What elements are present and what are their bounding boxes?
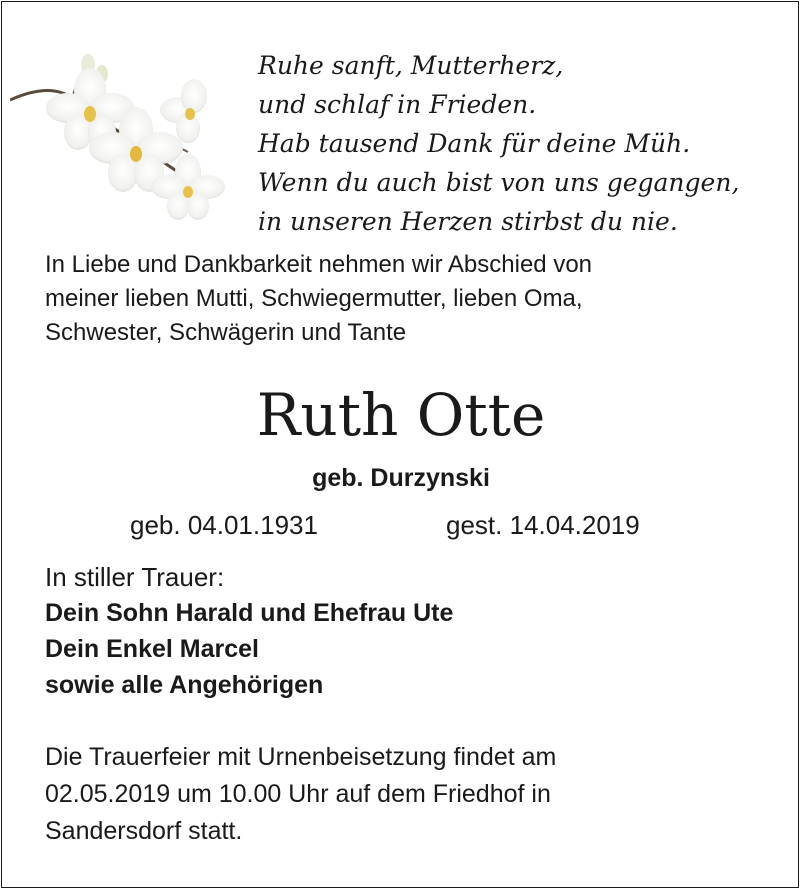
maiden-name: geb. Durzynski [312,464,490,492]
funeral-line: Sandersdorf statt. [45,817,243,845]
funeral-line: Die Trauerfeier mit Urnenbeisetzung findet am [45,743,557,771]
poem-line: Hab tausend Dank für deine Müh. [258,129,691,158]
farewell-intro [45,248,765,350]
intro-line: In Liebe und Dankbarkeit nehmen wir Abschied von [45,251,593,278]
poem-line: in unseren Herzen stirbst du nie. [258,207,678,236]
funeral-notice [45,739,785,850]
mourner-line: sowie alle Angehörigen [45,671,324,699]
mourner-line: Dein Sohn Harald und Ehefrau Ute [45,599,454,627]
death-date: gest. 14.04.2019 [446,510,640,540]
poem-line: und schlaf in Frieden. [258,90,537,119]
obituary-card [1,1,799,888]
poem-line: Wenn du auch bist von uns gegangen, [258,168,740,197]
poem [258,46,788,241]
birth-date: geb. 04.01.1931 [130,510,318,540]
intro-line: meiner lieben Mutti, Schwiegermutter, lieben Oma, [45,285,583,312]
mourner-line: Dein Enkel Marcel [45,635,259,663]
funeral-line: 02.05.2019 um 10.00 Uhr auf dem Friedhof in [45,780,551,808]
deceased-name: Ruth Otte [256,381,546,449]
poem-line: Ruhe sanft, Mutterherz, [258,51,564,80]
intro-line: Schwester, Schwägerin und Tante [45,319,407,346]
mourners-list [45,595,453,703]
mourning-label: In stiller Trauer: [45,562,225,592]
orchid-flower-icon [10,42,226,222]
